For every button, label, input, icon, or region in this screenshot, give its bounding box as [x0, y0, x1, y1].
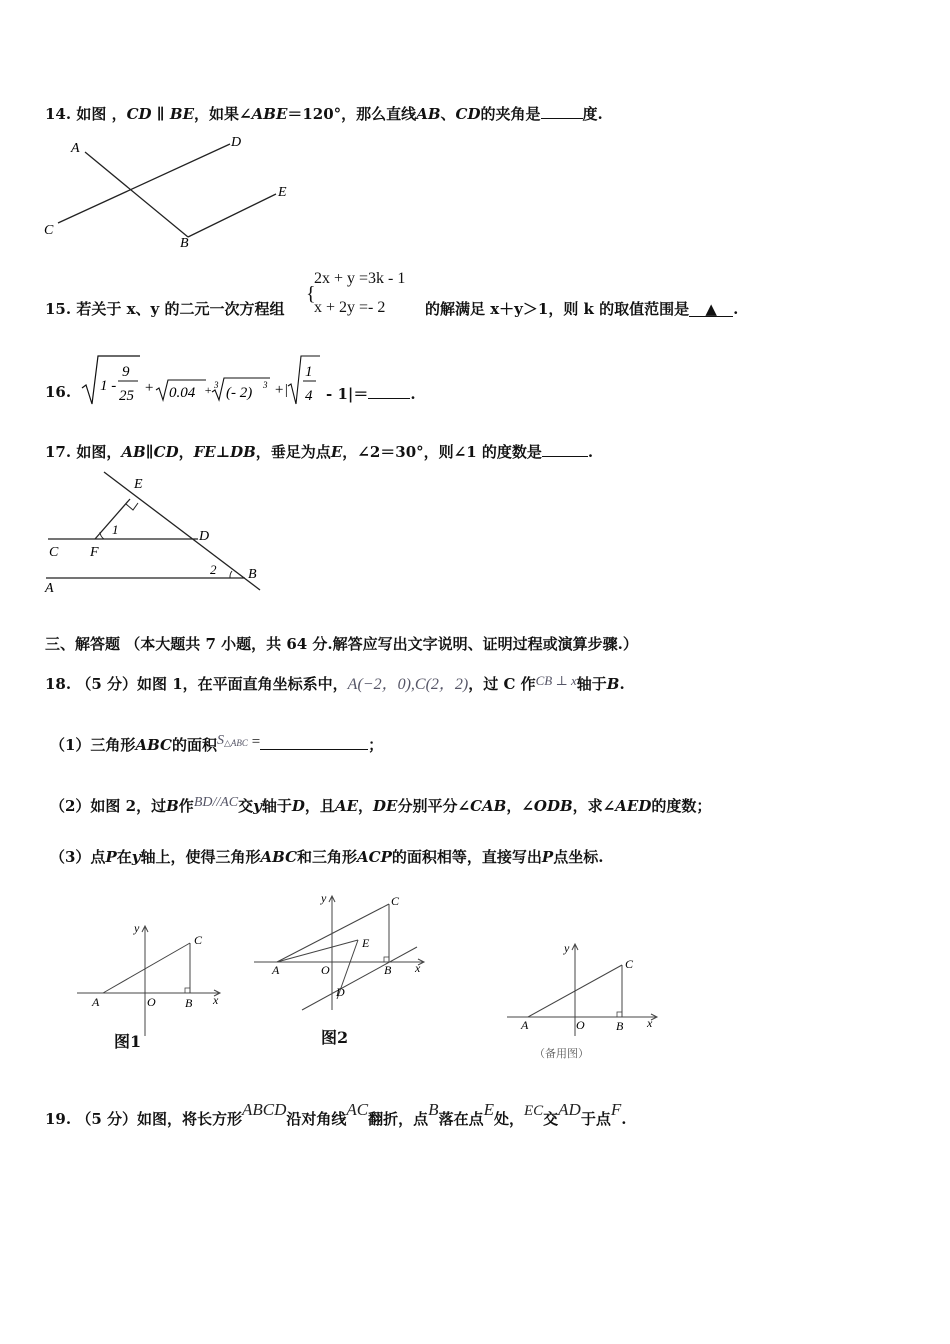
svg-text:|: |	[284, 382, 289, 398]
svg-text:O: O	[321, 963, 330, 977]
svg-text:E: E	[362, 936, 370, 950]
q18-coords: A(−2，0),C(2，2)	[347, 676, 469, 693]
q19-text: 19. （5 分）如图，将长方形ABCD沿对角线AC翻折，点B落在点E处，EC交AD于点F.	[45, 1100, 627, 1128]
q17-number: 17.	[45, 443, 72, 461]
svg-text:9: 9	[122, 364, 130, 380]
svg-text:C: C	[625, 957, 634, 971]
q15-text: 15. 若关于 x、y 的二元一次方程组	[45, 300, 285, 318]
svg-text:+: +	[274, 382, 285, 398]
svg-text:1 -: 1 -	[100, 378, 117, 394]
q14-label-a: A	[71, 141, 80, 156]
q14-label-c: C	[44, 223, 54, 238]
svg-text:+: +	[144, 380, 155, 396]
svg-text:A: A	[92, 995, 100, 1009]
q14-text: 14. 如图 ，CD ∥ BE，如果∠ABE＝120°，那么直线AB、CD的夹角是 度.	[45, 105, 603, 123]
q16-answer-blank	[368, 384, 410, 399]
svg-text:C: C	[194, 933, 203, 947]
q18-figure2-caption: 图2	[321, 1028, 349, 1047]
svg-text:+: +	[204, 383, 213, 397]
svg-text:A: A	[272, 963, 280, 977]
svg-text:1: 1	[305, 364, 313, 380]
q16-number: 16.	[45, 383, 72, 401]
svg-text:4: 4	[305, 388, 313, 404]
svg-text:y: y	[321, 891, 327, 905]
q15-eq1: 2x + y =3k - 1	[314, 270, 406, 287]
q18-number: 18.	[45, 675, 72, 693]
svg-text:O: O	[147, 995, 156, 1009]
q17-label-f: F	[90, 545, 99, 560]
q17-answer-blank	[542, 442, 588, 457]
q17-figure	[40, 468, 280, 598]
svg-text:3: 3	[214, 380, 219, 390]
svg-text:25: 25	[119, 388, 134, 404]
q18-figure3	[505, 940, 665, 1040]
q18-figure1-caption: 图1	[114, 1032, 142, 1051]
q15-number: 15.	[45, 300, 72, 318]
svg-text:C: C	[391, 894, 400, 908]
q17-label-b: B	[248, 567, 257, 582]
q19-number: 19.	[45, 1110, 72, 1128]
svg-text:y: y	[564, 941, 570, 955]
q17-label-1: 1	[112, 522, 119, 537]
q18-part1-blank	[260, 735, 368, 750]
svg-text:3: 3	[263, 380, 268, 390]
q15-eq2: x + 2y =- 2	[314, 299, 386, 316]
q14-figure	[40, 130, 300, 250]
q17-text: 17. 如图，AB∥CD，FE⊥DB，垂足为点E，∠2＝30°，则∠1 的度数是 .	[45, 443, 594, 461]
q18-part1: （1）三角形ABC的面积$S^{\triangle ABC}$ = ；	[50, 733, 384, 754]
q17-label-e: E	[134, 477, 143, 492]
section3-heading: 三、解答题 （本大题共 7 小题，共 64 分.解答应写出文字说明、证明过程或演算步骤.）	[45, 635, 638, 653]
svg-text:D: D	[336, 985, 345, 999]
q17-label-d: D	[199, 529, 210, 544]
svg-text:x: x	[213, 993, 219, 1007]
svg-text:y: y	[134, 921, 140, 935]
q18-figure3-caption: （备用图）	[534, 1047, 589, 1060]
q15-answer-blank	[689, 302, 733, 317]
q17-label-2: 2	[210, 562, 217, 577]
svg-text:B: B	[185, 996, 193, 1010]
svg-text:(- 2): (- 2)	[226, 385, 253, 401]
svg-text:0.04: 0.04	[169, 385, 196, 401]
svg-text:x: x	[647, 1016, 653, 1030]
q14-answer-blank	[541, 104, 583, 119]
svg-text:B: B	[616, 1019, 624, 1033]
q18-figure2	[252, 892, 432, 1012]
q14-label-d: D	[231, 135, 242, 150]
q15-answer-mark: ▲	[705, 300, 717, 318]
q14-label-e: E	[278, 185, 287, 200]
q14-label-b: B	[180, 236, 189, 251]
q17-label-c: C	[49, 545, 59, 560]
q18-part2: （2）如图 2，过B作BD//AC交y轴于D，且AE，DE分别平分∠CAB，∠ODB，求∠AED的度数；	[50, 795, 712, 815]
svg-text:B: B	[384, 963, 392, 977]
q18-text: 18. （5 分）如图 1，在平面直角坐标系中，A(−2，0),C(2，2)，过 C 作CB ⊥ x轴于B.	[45, 673, 625, 693]
q18-part3: （3）点P在y轴上，使得三角形ABC和三角形ACP的面积相等，直接写出P点坐标.	[50, 848, 604, 866]
q14-number: 14.	[45, 105, 72, 123]
q18-figure1	[75, 920, 225, 1050]
q17-label-a: A	[45, 581, 54, 596]
svg-text:O: O	[576, 1018, 585, 1032]
svg-text:x: x	[415, 961, 421, 975]
svg-text:A: A	[521, 1018, 529, 1032]
